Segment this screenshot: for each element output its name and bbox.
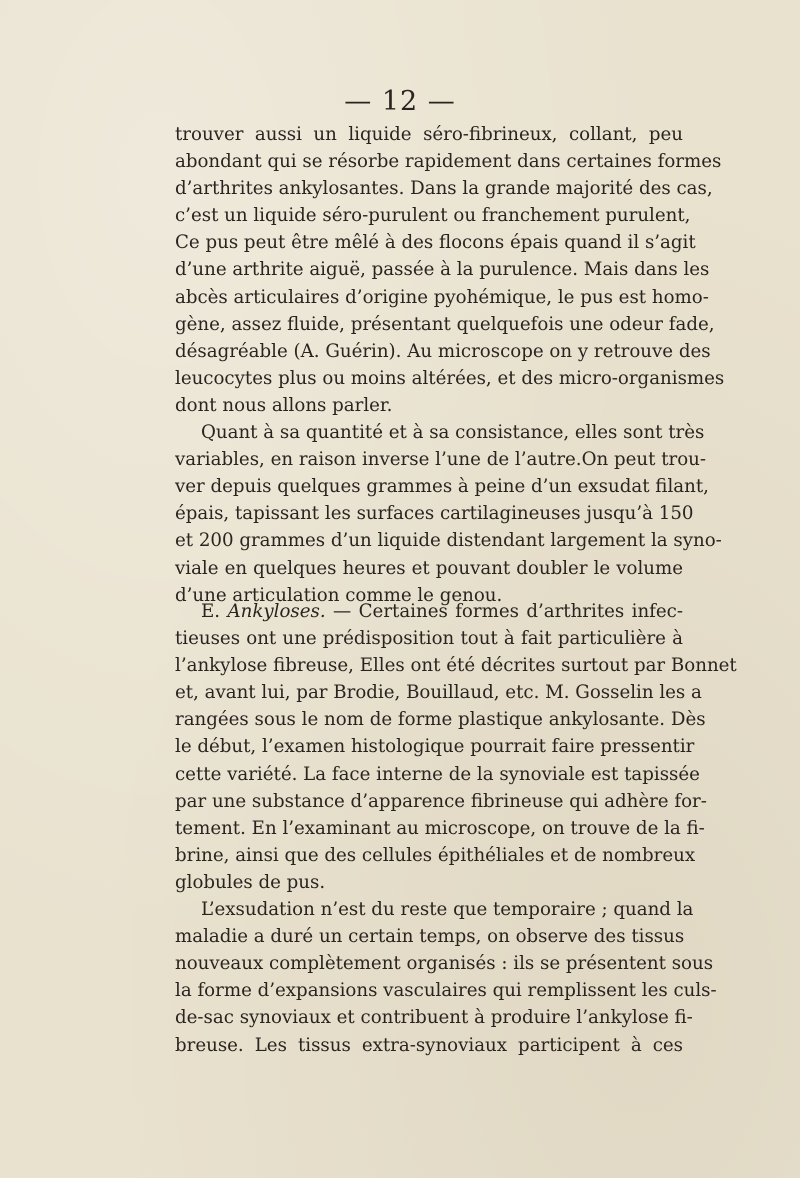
text-line: tement. En l’examinant au microscope, on trouve de la fi-: [175, 817, 705, 839]
section-title: Ankyloses.: [227, 601, 326, 622]
paragraph-pus-description: [175, 121, 725, 419]
paragraph-exsudation: [175, 896, 717, 1059]
text-line: tieuses ont une prédisposition tout à fait particulière à: [175, 628, 683, 650]
text-line: et, avant lui, par Brodie, Bouillaud, etc. M. Gosselin les a: [175, 682, 702, 704]
text-line: dont nous allons parler.: [175, 394, 393, 416]
text-line: abondant qui se résorbe rapidement dans certaines formes: [175, 151, 722, 173]
text-line: et 200 grammes d’un liquide distendant largement la syno-: [175, 530, 722, 552]
text-line: désagréable (A. Guérin). Au microscope on y retrouve des: [175, 340, 711, 362]
text-line: Ce pus peut être mêlé à des flocons épais quand il s’agit: [175, 232, 696, 254]
paragraph-quantity: [175, 419, 722, 609]
text-line: breuse. Les tissus extra-synoviaux participent à ces: [175, 1034, 683, 1056]
text-line: épais, tapissant les surfaces cartilagineuses jusqu’à 150: [175, 503, 694, 525]
section-letter: E.: [201, 601, 221, 622]
text-line: cette variété. La face interne de la synoviale est tapissée: [175, 763, 700, 785]
page-number: — 12 —: [344, 86, 456, 117]
text-line: le début, l’examen histologique pourrait faire pressentir: [175, 736, 695, 758]
text-line: par une substance d’apparence fibrineuse qui adhère for-: [175, 790, 707, 812]
section-heading-line: [175, 598, 683, 625]
section-dash: —: [333, 601, 352, 622]
text-line: nouveaux complètement organisés : ils se présentent sous: [175, 953, 714, 975]
text-line: l’ankylose fibreuse, Elles ont été décrites surtout par Bonnet: [175, 655, 737, 677]
text-line: d’arthrites ankylosantes. Dans la grande majorité des cas,: [175, 178, 713, 200]
text-line: L’exsudation n’est du reste que temporaire ; quand la: [201, 899, 694, 921]
text-line: brine, ainsi que des cellules épithéliales et de nombreux: [175, 844, 696, 866]
text-line: Quant à sa quantité et à sa consistance, elles sont très: [201, 422, 705, 444]
section-first-line-text: Certaines formes d’arthrites infec-: [358, 601, 683, 622]
text-line: rangées sous le nom de forme plastique ankylosante. Dès: [175, 709, 706, 731]
text-line: globules de pus.: [175, 871, 326, 893]
text-line: d’une articulation comme le genou.: [175, 584, 503, 606]
text-line: la forme d’expansions vasculaires qui remplissent les culs-: [175, 980, 717, 1002]
text-line: trouver aussi un liquide séro-fibrineux, collant, peu: [175, 124, 683, 145]
section-ankyloses: [175, 598, 737, 896]
text-line: abcès articulaires d’origine pyohémique, le pus est homo-: [175, 286, 709, 308]
text-line: d’une arthrite aiguë, passée à la purulence. Mais dans les: [175, 259, 710, 281]
text-line: de-sac synoviaux et contribuent à produire l’ankylose fi-: [175, 1007, 693, 1029]
text-block-top: [175, 121, 725, 609]
text-line: viale en quelques heures et pouvant doubler le volume: [175, 557, 683, 579]
text-line: gène, assez fluide, présentant quelquefois une odeur fade,: [175, 313, 715, 335]
text-line: c’est un liquide séro-purulent ou franchement purulent,: [175, 205, 691, 227]
text-line: leucocytes plus ou moins altérées, et des micro-organismes: [175, 367, 725, 389]
text-block-bottom: [175, 598, 737, 1059]
text-line: variables, en raison inverse l’une de l’autre.On peut trou-: [175, 449, 707, 471]
text-line: maladie a duré un certain temps, on observe des tissus: [175, 926, 685, 948]
text-line: ver depuis quelques grammes à peine d’un exsudat filant,: [175, 476, 709, 498]
